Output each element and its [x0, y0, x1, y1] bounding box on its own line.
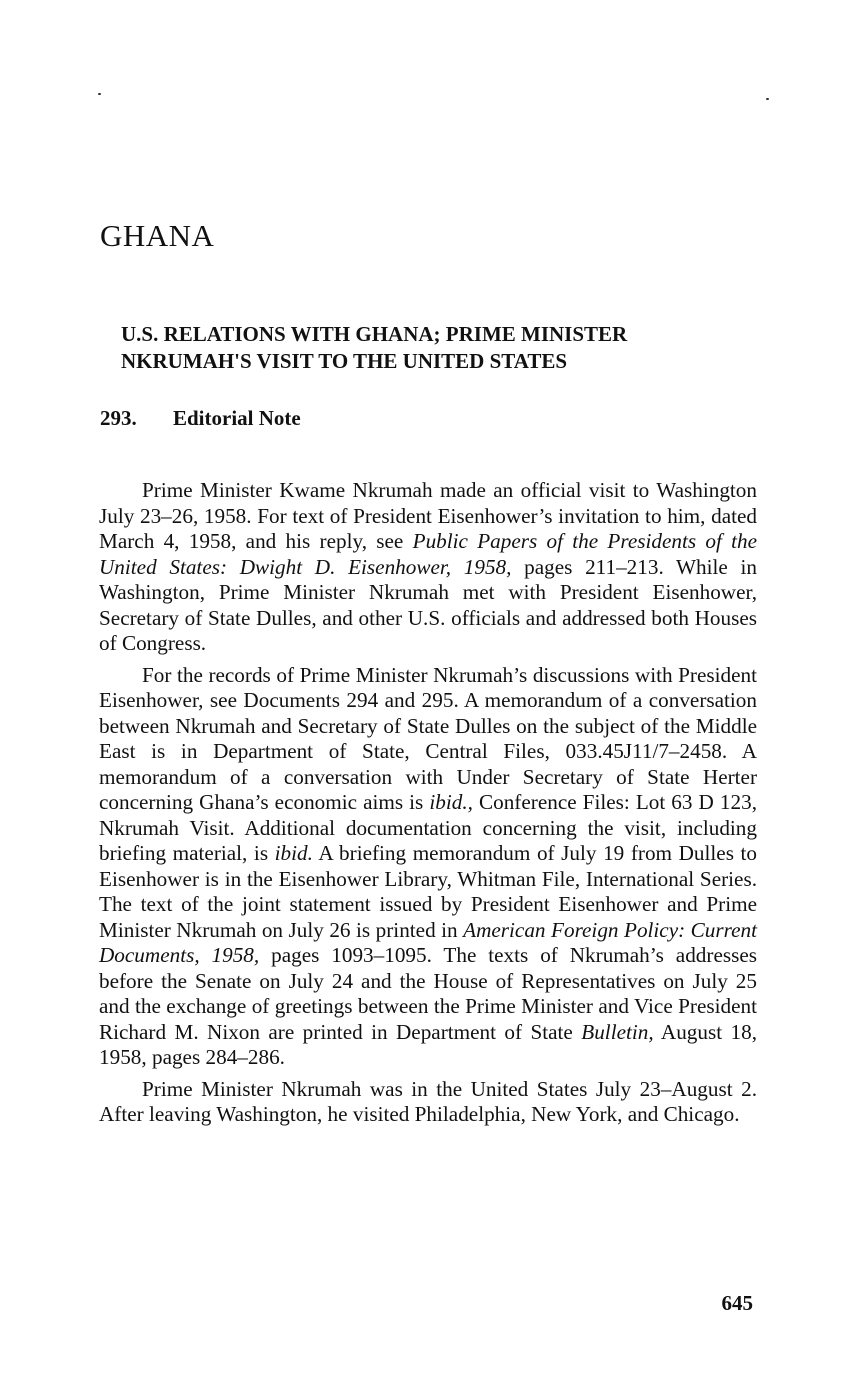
- citation-italic: American Foreign Policy: Current Documents, 1958,: [99, 917, 757, 967]
- page-number: 645: [721, 1291, 753, 1315]
- text-run: August 18, 1958, pages 284–286.: [99, 1019, 758, 1069]
- body-text: [99, 478, 757, 1134]
- citation-italic: Public Papers of the Presidents of the United States: Dwight D. Eisenhower, 1958,: [99, 529, 757, 579]
- citation-italic: ibid.,: [429, 790, 473, 814]
- section-heading-line-2: NKRUMAH'S VISIT TO THE UNITED STATES: [121, 349, 568, 373]
- citation-italic: ibid.: [274, 841, 313, 865]
- text-run: Conference Files: Lot 63 D 123, Nkrumah Visit. Additional documentation concerning the visit, including briefing material, is: [99, 790, 757, 865]
- text-run: pages 1093–1095. The texts of Nkrumah’s addresses before the Senate on July 24 and the House of Representatives on July 25 and the exchange of greetings between the Prime Minister and Vice President Richard M. Nixon are printed in Department of State: [99, 943, 757, 1044]
- document-title: Editorial Note: [173, 406, 301, 430]
- text-run: pages 211–213. While in Washington, Prime Minister Nkrumah met with President Eisenhower, Secretary of State Dulles, and other U.S. officials and addressed both Houses of Congress.: [99, 554, 757, 655]
- paragraph-3: Prime Minister Nkrumah was in the United States July 23–August 2. After leaving Washington, he visited Philadelphia, New York, and Chicago.: [99, 1076, 757, 1126]
- paragraph-2: [99, 663, 757, 1071]
- text-run: For the records of Prime Minister Nkrumah’s discussions with President Eisenhower, see Documents 294 and 295. A memorandum of a conversation between Nkrumah and Secretary of State Dulles on the subject of the Middle East is in Department of State, Central Files, 033.45J11/7–2458. A memorandum of a conversation with Under Secretary of State Herter concerning Ghana’s economic aims is: [99, 662, 757, 814]
- text-run: A briefing memorandum of July 19 from Dulles to Eisenhower is in the Eisenhower Library, Whitman File, International Series. The text of the joint statement issued by President Eisenhower and Prime Minister Nkrumah on July 26 is printed in: [99, 841, 757, 942]
- citation-italic: Bulletin,: [581, 1019, 654, 1044]
- scan-speck: [98, 93, 101, 95]
- scan-speck: [766, 98, 769, 100]
- section-heading: [121, 321, 761, 375]
- document-number: 293.: [100, 406, 137, 430]
- section-heading-line-1: U.S. RELATIONS WITH GHANA; PRIME MINISTER: [121, 322, 628, 346]
- country-title: GHANA: [100, 218, 215, 253]
- document-heading: [100, 406, 301, 431]
- paragraph-1: [99, 478, 757, 657]
- text-run: Prime Minister Kwame Nkrumah made an official visit to Washington July 23–26, 1958. For text of President Eisenhower’s invitation to him, dated March 4, 1958, and his reply, see: [99, 478, 757, 553]
